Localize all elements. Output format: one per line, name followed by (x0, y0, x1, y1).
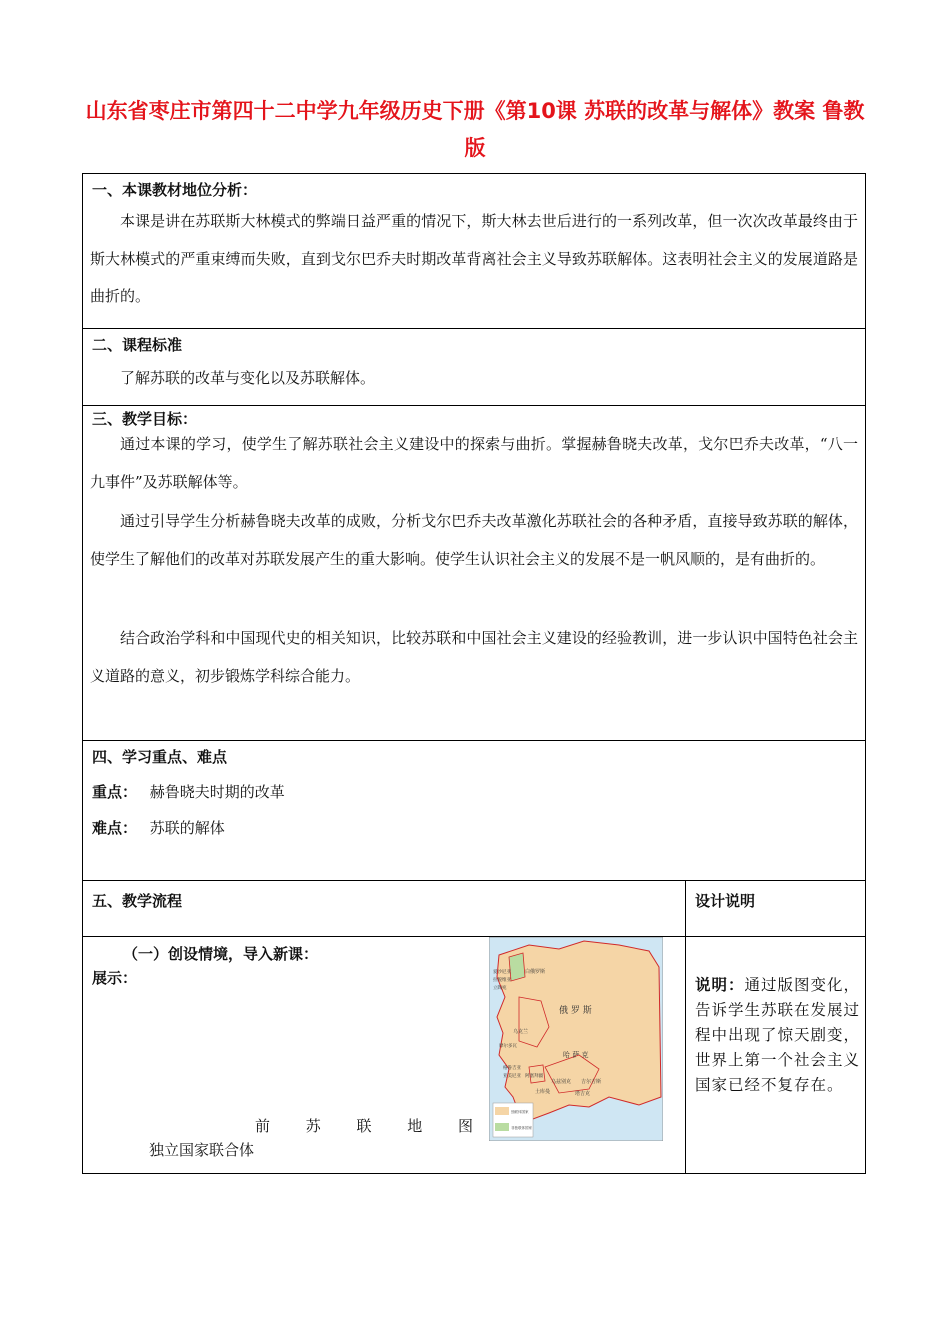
map-non-cis-region (509, 953, 525, 981)
key-point-label: 重点： (92, 783, 138, 801)
map-label-ukraine: 乌克兰 (513, 1029, 529, 1035)
section-key-points (82, 740, 866, 880)
key-point-value: 赫鲁晓夫时期的改革 (149, 783, 285, 801)
difficult-point-value: 苏联的解体 (149, 819, 225, 837)
objective-paragraph-2: 通过引导学生分析赫鲁晓夫改革的成败，分析戈尔巴乔夫改革激化苏联社会的各种矛盾，直接导致苏联的解体，使学生了解他们的改革对苏联发展产生的重大影响。使学生认识社会主义的发展不是一帆风顺的，是有曲折的。 (90, 512, 858, 568)
design-note-heading: 设计说明 (695, 892, 756, 910)
objective-paragraph-1: 通过本课的学习，使学生了解苏联社会主义建设中的探索与曲折。掌握赫鲁晓夫改革，戈尔巴乔夫改革，“八一九事件”及苏联解体等。 (90, 435, 858, 491)
map-caption-line2: 独立国家联合体 (149, 1141, 255, 1159)
design-note-text: 通过版图变化，告诉学生苏联在发展过程中出现了惊天剧变，世界上第一个社会主义国家已经不复存在。 (695, 976, 861, 1094)
legend-label-non-cis: 非独联体国家 (511, 1126, 532, 1130)
caption-char: 前 (255, 1117, 271, 1135)
section-heading: 四、学习重点、难点 (92, 748, 228, 766)
difficult-point-row (92, 817, 225, 838)
column-divider (685, 937, 686, 1173)
map-label-kazakhstan: 哈 萨 克 (563, 1051, 589, 1059)
map-label-armenia: 亚美尼亚 (503, 1074, 521, 1079)
map-label-lithuania: 立陶宛 (493, 986, 507, 991)
section-material-analysis (82, 173, 866, 328)
key-point-row (92, 781, 285, 802)
map-label-russia: 俄 罗 斯 (559, 1006, 592, 1016)
section-heading: 二、课程标准 (92, 336, 183, 354)
map-label-latvia: 拉脱维亚 (493, 978, 511, 983)
caption-char: 地 (407, 1117, 423, 1135)
legend-label-cis: 独联体国家 (511, 1110, 529, 1114)
step-heading: （一）创设情境，导入新课： (123, 945, 319, 963)
legend-swatch-non-cis (495, 1123, 509, 1131)
section-body: 本课是讲在苏联斯大林模式的弊端日益严重的情况下，斯大林去世后进行的一系列改革，但一次次改革最终由于斯大林模式的严重束缚而失败，直到戈尔巴乔夫时期改革背离社会主义导致苏联解体。这表明社会主义的发展道路是曲折的。 (90, 212, 858, 305)
show-label: 展示： (92, 969, 138, 987)
map-label-tajikistan: 塔吉克 (575, 1091, 591, 1097)
section-teaching-process-header (82, 880, 866, 936)
map-label-kyrgyzstan: 吉尔吉斯 (581, 1079, 602, 1085)
design-note (695, 973, 861, 1098)
map-caption (255, 1115, 473, 1136)
design-note-label: 说明： (695, 976, 745, 994)
legend-swatch-cis (495, 1107, 509, 1115)
section-heading: 五、教学流程 (92, 892, 183, 910)
map-label-belarus: 白俄罗斯 (525, 969, 546, 975)
caption-char: 联 (356, 1117, 372, 1135)
section-teaching-objectives (82, 405, 866, 740)
map-label-moldova: 摩尔多瓦 (499, 1044, 517, 1049)
map-label-estonia: 爱沙尼亚 (493, 970, 511, 975)
section-curriculum-standard (82, 328, 866, 405)
section-teaching-process-content (82, 936, 866, 1174)
map-label-georgia: 格鲁吉亚 (503, 1066, 521, 1071)
map-label-turkmenistan: 土库曼 (535, 1089, 551, 1095)
section-body: 了解苏联的改革与变化以及苏联解体。 (120, 369, 376, 387)
section-heading: 一、本课教材地位分析： (92, 181, 258, 199)
difficult-point-label: 难点： (92, 819, 138, 837)
section-heading: 三、教学目标： (92, 410, 198, 428)
map-label-uzbekistan: 乌兹别克 (551, 1079, 572, 1085)
soviet-union-map (489, 937, 663, 1141)
caption-char: 图 (457, 1117, 473, 1135)
document-title: 山东省枣庄市第四十二中学九年级历史下册《第10课 苏联的改革与解体》教案 鲁教版 (85, 99, 865, 160)
column-divider (685, 881, 686, 936)
objective-paragraph-3: 结合政治学科和中国现代史的相关知识，比较苏联和中国社会主义建设的经验教训，进一步认识中国特色社会主义道路的意义，初步锻炼学科综合能力。 (90, 629, 858, 685)
map-label-azerbaijan: 阿塞拜疆 (525, 1074, 543, 1079)
caption-char: 苏 (305, 1117, 321, 1135)
